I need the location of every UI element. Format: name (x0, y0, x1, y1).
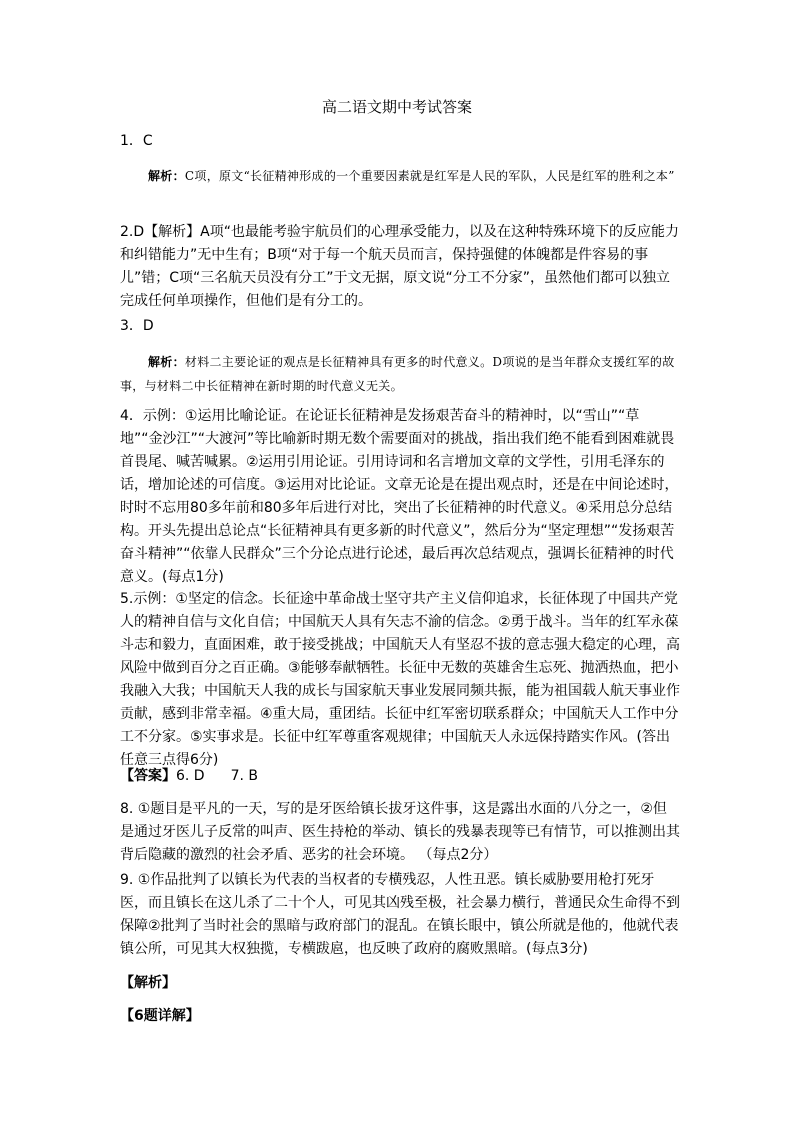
q1-number: 1．C (120, 133, 153, 149)
q6-detail-label: 【6题详解】 (120, 1008, 200, 1024)
q2-prefix: 2.D【解析】 (120, 224, 201, 240)
page-title: 高二语文期中考试答案 (321, 98, 472, 116)
q3-analysis (120, 350, 680, 398)
q1-analysis-label: 解析： (148, 169, 185, 183)
q3-number: 3．D (120, 318, 154, 334)
q9-answer: 9. ①作品批判了以镇长为代表的当权者的专横残忍，人性丑恶。镇长威胁要用枪打死牙医，而且镇长在这儿杀了二十个人，可见其凶残至极，社会暴力横行，普通民众生命得不到保障②批判了当时社会的黑暗与政府部门的混乱。在镇长眼中，镇公所就是他的，他就代表镇公所，可见其大权独揽，专横跋扈，也反映了政府的腐败黑暗。(每点3分) (120, 872, 680, 957)
q3-analysis-label: 解析： (148, 355, 185, 369)
q5-answer: 5.示例：①坚定的信念。长征途中革命战士坚守共产主义信仰追求，长征体现了中国共产党人的精神自信与文化自信；中国航天人具有矢志不渝的信念。②勇于战斗。当年的红军永葆斗志和毅力，直面困难，敢于接受挑战；中国航天人有坚忍不拔的意志强大稳定的心理，高风险中做到百分之百正确。③能够奉献牺牲。长征中无数的英雄舍生忘死、抛洒热血，把小我融入大我；中国航天人我的成长与国家航天事业发展同频共振，能为祖国载人航天事业作贡献，感到非常幸福。④重大局，重团结。长征中红军密切联系群众；中国航天人工作中分工不分家。⑤实事求是。长征中红军尊重客观规律；中国航天人永远保持踏实作风。(答出任意三点得6分) (120, 591, 680, 768)
q1-analysis (120, 164, 680, 188)
answer-label: 【答案】 (120, 768, 176, 784)
answer-q6: 6. D (176, 768, 205, 784)
answer-q7: 7. B (230, 768, 259, 784)
analysis-label: 【解析】 (120, 975, 176, 991)
q1-analysis-text: C项，原文“长征精神形成的一个重要因素就是红军是人民的军队，人民是红军的胜利之本” (184, 169, 675, 183)
q4-answer: 4．示例：①运用比喻论证。在论证长征精神是发扬艰苦奋斗的精神时，以“雪山”“草地”“金沙江”“大渡河”等比喻新时期无数个需要面对的挑战，指出我们绝不能看到困难就畏首畏尾、喊苦喊累。②运用引用论证。引用诗词和名言增加文章的文学性，引用毛泽东的话，增加论述的可信度。③运用对比论证。文章无论是在提出观点时，还是在中间论述时，时时不忘用80多年前和80多年后进行对比，突出了长征精神的时代意义。④采用总分总结构。开头先提出总论点“长征精神具有更多新的时代意义”，然后分为“坚定理想”“发扬艰苦奋斗精神”“依靠人民群众”三个分论点进行论述，最后再次总结观点，强调长征精神的时代意义。(每点1分) (120, 408, 679, 585)
q3-analysis-text: 材料二主要论证的观点是长征精神具有更多的时代意义。D项说的是当年群众支援红军的故事，与材料二中长征精神在新时期的时代意义无关。 (120, 355, 675, 393)
q8-answer: 8. ①题目是平凡的一天，写的是牙医给镇长拔牙这件事，这是露出水面的八分之一，②但是通过牙医儿子反常的叫声、医生持枪的举动、镇长的残暴表现等已有情节，可以推测出其背后隐藏的激烈的社会矛盾、恶劣的社会环境。 （每点2分） (120, 801, 680, 863)
answer-6-7 (120, 765, 680, 788)
q2-text: A项“也最能考验宇航员们的心理承受能力，以及在这种特殊环境下的反应能力和纠错能力”无中生有；B项“对于每一个航天员而言，保持强健的体魄都是件容易的事儿”错；C项“三名航天员没有分工”于文无据，原文说“分工不分家”，虽然他们都可以独立完成任何单项操作，但他们是有分工的。 (120, 224, 679, 309)
q2-answer (120, 221, 680, 313)
